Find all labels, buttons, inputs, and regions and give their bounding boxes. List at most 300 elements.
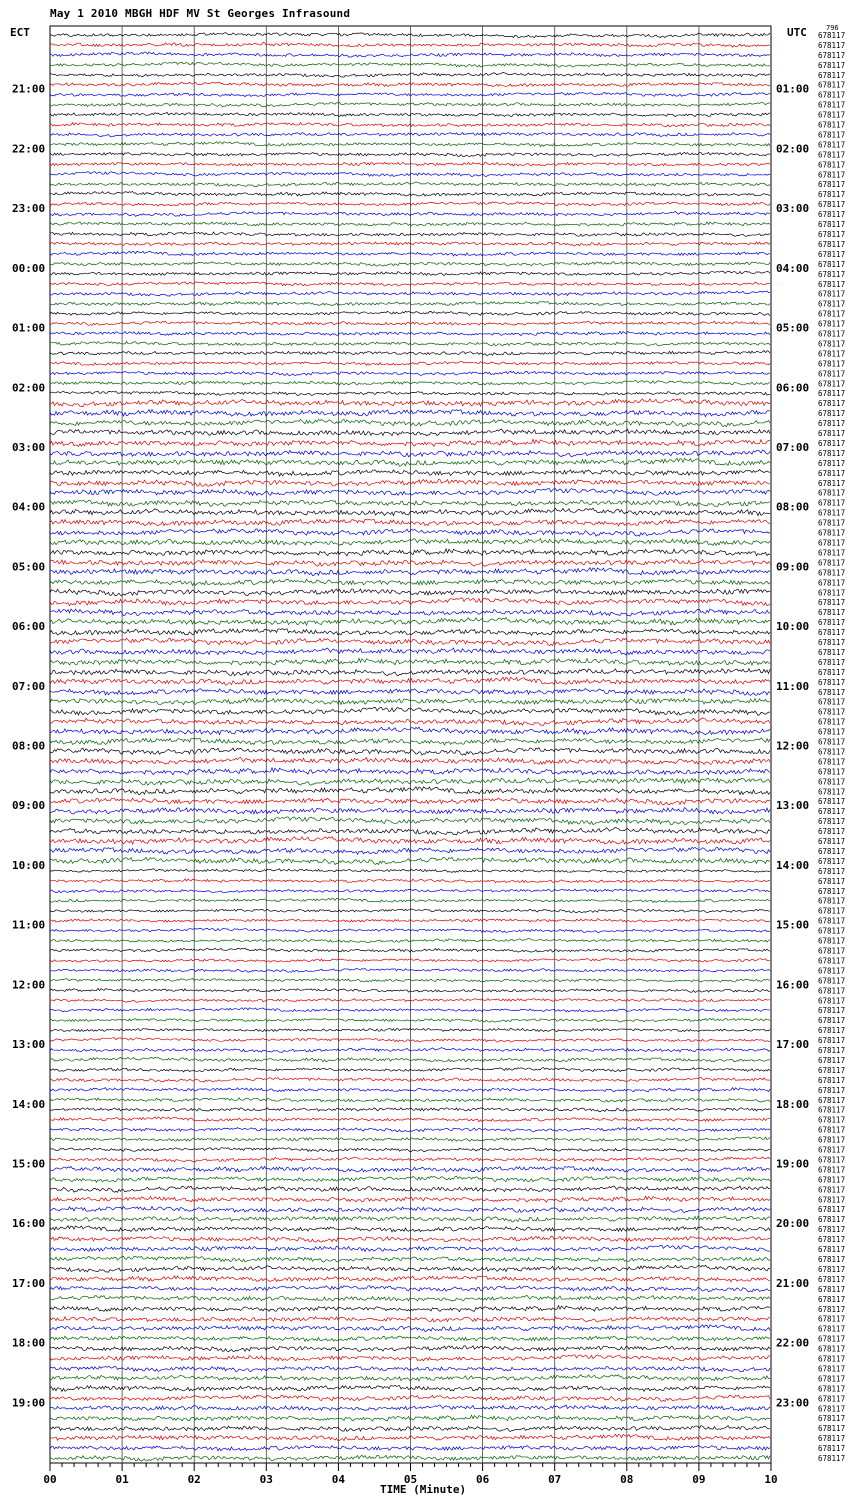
seismic-trace bbox=[50, 948, 770, 952]
seismic-trace bbox=[50, 1008, 770, 1012]
trace-scale-label: 678117 bbox=[818, 797, 846, 807]
seismic-trace bbox=[50, 1148, 770, 1152]
x-tick-label: 07 bbox=[548, 1473, 562, 1486]
right-hour-label: 10:00 bbox=[776, 620, 810, 634]
trace-scale-label: 678117 bbox=[818, 1384, 846, 1394]
trace-scale-label: 678117 bbox=[818, 1235, 846, 1245]
trace-scale-label: 678117 bbox=[818, 747, 846, 757]
seismic-trace bbox=[50, 488, 770, 495]
seismic-trace bbox=[50, 598, 770, 606]
seismic-trace bbox=[50, 1048, 770, 1053]
trace-scale-label: 678117 bbox=[818, 866, 846, 876]
trace-scale-label: 678117 bbox=[818, 1215, 846, 1225]
left-hour-label: 10:00 bbox=[12, 858, 46, 872]
seismic-trace bbox=[50, 172, 770, 177]
seismic-trace bbox=[50, 1226, 770, 1232]
seismic-trace bbox=[50, 869, 770, 873]
trace-scale-label: 678117 bbox=[818, 1225, 846, 1235]
seismic-trace bbox=[50, 539, 770, 546]
trace-scale-label: 678117 bbox=[818, 697, 846, 707]
trace-scale-label: 678117 bbox=[818, 757, 846, 767]
seismic-trace bbox=[50, 549, 770, 556]
trace-scale-label: 678117 bbox=[818, 886, 846, 896]
seismic-trace bbox=[50, 1117, 770, 1122]
trace-scale-label: 678117 bbox=[818, 1364, 846, 1374]
seismic-trace bbox=[50, 232, 770, 236]
x-tick-label: 03 bbox=[259, 1473, 273, 1486]
trace-scale-label: 678117 bbox=[818, 538, 846, 548]
seismic-trace bbox=[50, 629, 770, 636]
left-hour-label: 03:00 bbox=[12, 441, 46, 454]
trace-scale-label: 678117 bbox=[818, 1026, 846, 1036]
trace-scale-label: 678117 bbox=[818, 31, 846, 40]
seismic-trace bbox=[50, 999, 770, 1003]
trace-scale-label: 678117 bbox=[818, 60, 846, 70]
seismic-trace bbox=[50, 1028, 770, 1031]
trace-scale-label: 678117 bbox=[818, 707, 846, 717]
left-hour-label: 12:00 bbox=[12, 978, 46, 992]
seismic-trace bbox=[50, 1276, 770, 1282]
trace-scale-label: 678117 bbox=[818, 976, 846, 986]
trace-scale-label: 678117 bbox=[818, 50, 846, 60]
trace-scale-label: 678117 bbox=[818, 110, 846, 120]
seismic-trace bbox=[50, 1098, 770, 1102]
seismic-trace bbox=[50, 768, 770, 775]
trace-scale-label: 678117 bbox=[818, 1324, 846, 1334]
trace-scale-label: 678117 bbox=[818, 1016, 846, 1026]
seismic-trace bbox=[50, 371, 770, 375]
trace-scale-label: 678117 bbox=[818, 1185, 846, 1195]
left-hour-label: 14:00 bbox=[12, 1097, 46, 1111]
seismic-trace bbox=[50, 62, 770, 67]
seismic-trace bbox=[50, 351, 770, 356]
seismic-trace bbox=[50, 519, 770, 526]
seismic-trace bbox=[50, 1434, 770, 1441]
trace-scale-label: 678117 bbox=[818, 220, 846, 230]
seismic-trace bbox=[50, 898, 770, 902]
seismic-trace bbox=[50, 787, 770, 795]
right-hour-label: 01:00 bbox=[776, 82, 810, 96]
right-hour-label: 03:00 bbox=[776, 202, 810, 216]
trace-scale-label: 678117 bbox=[818, 608, 846, 618]
seismic-trace bbox=[50, 778, 770, 785]
trace-scale-label: 678117 bbox=[818, 817, 846, 827]
seismic-trace bbox=[50, 1445, 770, 1451]
seismic-trace bbox=[50, 1295, 770, 1301]
trace-scale-label: 678117 bbox=[818, 856, 846, 866]
trace-scale-label: 678117 bbox=[818, 1424, 846, 1434]
seismic-trace bbox=[50, 698, 770, 704]
seismic-trace bbox=[50, 1336, 770, 1341]
trace-scale-label: 678117 bbox=[818, 598, 846, 608]
trace-scale-label: 678117 bbox=[818, 687, 846, 697]
seismic-trace bbox=[50, 847, 770, 854]
seismic-trace bbox=[50, 978, 770, 982]
seismic-trace bbox=[50, 112, 770, 116]
seismic-trace bbox=[50, 301, 770, 305]
right-hour-label: 08:00 bbox=[776, 500, 810, 514]
seismic-trace bbox=[50, 1206, 770, 1212]
trace-scale-label: 678117 bbox=[818, 429, 846, 438]
seismic-trace bbox=[50, 1366, 770, 1371]
trace-scale-label: 678117 bbox=[818, 230, 846, 239]
right-hour-label: 02:00 bbox=[776, 142, 810, 156]
right-hour-label: 05:00 bbox=[776, 321, 810, 335]
right-hour-label: 17:00 bbox=[776, 1038, 810, 1051]
trace-scale-label: 678117 bbox=[818, 896, 846, 906]
trace-scale-label: 678117 bbox=[818, 448, 846, 458]
trace-scale-label: 678117 bbox=[818, 787, 846, 797]
seismic-trace bbox=[50, 271, 770, 275]
seismic-trace bbox=[50, 919, 770, 922]
seismic-trace bbox=[50, 1355, 770, 1361]
x-tick-label: 09 bbox=[692, 1473, 706, 1486]
seismic-trace bbox=[50, 798, 770, 805]
right-hour-label: 09:00 bbox=[776, 560, 810, 574]
seismic-trace bbox=[50, 470, 770, 477]
trace-scale-label: 678117 bbox=[818, 1334, 846, 1344]
trace-scale-label: 678117 bbox=[818, 259, 846, 269]
seismic-trace bbox=[50, 1415, 770, 1421]
seismic-trace bbox=[50, 191, 770, 196]
seismic-trace bbox=[50, 439, 770, 446]
seismic-trace bbox=[50, 727, 770, 735]
trace-scale-label: 678117 bbox=[818, 1046, 846, 1055]
left-hour-label: 13:00 bbox=[12, 1038, 46, 1051]
right-hour-label: 15:00 bbox=[776, 918, 810, 932]
x-tick-label: 04 bbox=[331, 1473, 346, 1486]
trace-scale-label: 678117 bbox=[818, 956, 846, 966]
trace-scale-label: 678117 bbox=[818, 847, 846, 856]
seismic-trace bbox=[50, 52, 770, 57]
seismic-trace bbox=[50, 1346, 770, 1352]
chart-title: May 1 2010 MBGH HDF MV St Georges Infrasound bbox=[50, 7, 351, 20]
seismic-trace bbox=[50, 500, 770, 506]
right-hour-label: 23:00 bbox=[776, 1396, 810, 1410]
trace-scale-label: 678117 bbox=[818, 399, 846, 409]
seismic-trace bbox=[50, 391, 770, 395]
trace-scale-label: 678117 bbox=[818, 777, 846, 787]
left-hour-label: 01:00 bbox=[12, 321, 46, 335]
trace-scale-label: 678117 bbox=[818, 279, 846, 289]
right-hour-label: 07:00 bbox=[776, 441, 810, 454]
trace-scale-label: 678117 bbox=[818, 1105, 846, 1115]
right-hour-label: 19:00 bbox=[776, 1157, 810, 1171]
trace-scale-label: 678117 bbox=[818, 160, 846, 170]
seismic-trace bbox=[50, 1088, 770, 1092]
trace-scale-label: 678117 bbox=[818, 1075, 846, 1085]
trace-scale-label: 678117 bbox=[818, 1255, 846, 1264]
left-hour-label: 18:00 bbox=[12, 1336, 46, 1350]
trace-scale-label: 678117 bbox=[818, 319, 846, 329]
seismic-trace bbox=[50, 291, 770, 296]
seismic-trace bbox=[50, 72, 770, 77]
trace-scale-label: 678117 bbox=[818, 140, 846, 150]
seismic-trace bbox=[50, 707, 770, 715]
seismic-trace bbox=[50, 92, 770, 96]
trace-scale-label: 678117 bbox=[818, 409, 846, 419]
right-hour-label: 21:00 bbox=[776, 1276, 810, 1290]
seismic-trace bbox=[50, 399, 770, 407]
trace-scale-label: 678117 bbox=[818, 299, 846, 309]
trace-scale-label: 678117 bbox=[818, 936, 846, 946]
right-hour-label: 20:00 bbox=[776, 1217, 810, 1231]
x-tick-label: 00 bbox=[43, 1473, 57, 1486]
trace-scale-label: 678117 bbox=[818, 737, 846, 747]
seismic-trace bbox=[50, 827, 770, 835]
seismic-trace bbox=[50, 669, 770, 676]
trace-scale-label: 678117 bbox=[818, 190, 846, 200]
seismic-trace bbox=[50, 508, 770, 516]
x-tick-label: 06 bbox=[475, 1473, 490, 1486]
left-hour-label: 08:00 bbox=[12, 739, 46, 753]
trace-scale-label: 678117 bbox=[818, 458, 846, 468]
seismic-trace bbox=[50, 1317, 770, 1322]
trace-scale-label: 678117 bbox=[818, 558, 846, 568]
seismic-trace bbox=[50, 33, 770, 38]
trace-scale-label: 678117 bbox=[818, 200, 846, 210]
trace-scale-label: 678117 bbox=[818, 966, 846, 976]
seismic-trace bbox=[50, 529, 770, 536]
seismic-trace bbox=[50, 1128, 770, 1132]
seismic-trace bbox=[50, 1375, 770, 1381]
trace-scale-label: 678117 bbox=[818, 996, 846, 1006]
seismic-trace bbox=[50, 262, 770, 266]
seismic-trace bbox=[50, 142, 770, 147]
trace-scale-label: 678117 bbox=[818, 588, 846, 598]
left-hour-label: 04:00 bbox=[12, 500, 46, 514]
right-hour-label: 11:00 bbox=[776, 679, 810, 693]
trace-scale-label: 678117 bbox=[818, 349, 846, 359]
left-hour-label: 21:00 bbox=[12, 82, 46, 96]
seismic-trace bbox=[50, 589, 770, 596]
seismic-trace bbox=[50, 458, 770, 466]
x-axis-title: TIME (Minute) bbox=[380, 1483, 467, 1496]
left-hour-label: 22:00 bbox=[12, 142, 46, 156]
seismic-trace bbox=[50, 688, 770, 695]
seismic-trace bbox=[50, 1038, 770, 1042]
trace-scale-label: 678117 bbox=[818, 1304, 846, 1314]
trace-scale-label: 678117 bbox=[818, 339, 846, 349]
seismic-trace bbox=[50, 242, 770, 246]
seismic-trace bbox=[50, 1166, 770, 1172]
trace-scale-label: 678117 bbox=[818, 130, 846, 140]
seismic-trace bbox=[50, 341, 770, 345]
left-hour-label: 09:00 bbox=[12, 799, 46, 813]
left-hour-label: 05:00 bbox=[12, 560, 46, 574]
x-tick-label: 02 bbox=[187, 1473, 201, 1486]
trace-scale-label: 678117 bbox=[818, 249, 846, 259]
right-hour-label: 14:00 bbox=[776, 858, 810, 872]
trace-scale-label: 678117 bbox=[818, 170, 846, 180]
seismic-trace bbox=[50, 1395, 770, 1401]
seismic-trace bbox=[50, 1405, 770, 1411]
trace-scale-label: 678117 bbox=[818, 1155, 846, 1165]
left-hour-label: 19:00 bbox=[12, 1396, 46, 1410]
trace-scale-label: 678117 bbox=[818, 1056, 846, 1065]
seismic-trace bbox=[50, 182, 770, 187]
left-timezone-label: ECT bbox=[10, 26, 30, 39]
seismic-trace bbox=[50, 362, 770, 366]
trace-scale-label: 678117 bbox=[818, 1404, 846, 1414]
seismic-trace bbox=[50, 132, 770, 136]
trace-scale-label: 678117 bbox=[818, 1314, 846, 1324]
seismic-trace bbox=[50, 928, 770, 932]
trace-scale-label: 678117 bbox=[818, 180, 846, 190]
trace-scale-label: 678117 bbox=[818, 150, 846, 160]
seismic-trace bbox=[50, 450, 770, 457]
trace-scale-label: 678117 bbox=[818, 1036, 846, 1046]
trace-scale-label: 678117 bbox=[818, 498, 846, 508]
seismic-trace bbox=[50, 1077, 770, 1082]
seismic-trace bbox=[50, 618, 770, 626]
trace-scale-label: 678117 bbox=[818, 568, 846, 578]
seismic-trace bbox=[50, 1455, 770, 1461]
seismic-trace bbox=[50, 123, 770, 127]
trace-scale-label: 678117 bbox=[818, 90, 846, 100]
trace-scale-label: 678117 bbox=[818, 508, 846, 518]
trace-scale-label: 678117 bbox=[818, 1354, 846, 1364]
trace-scale-label: 678117 bbox=[818, 269, 846, 279]
trace-scale-label: 678117 bbox=[818, 389, 846, 399]
seismic-trace bbox=[50, 162, 770, 166]
left-hour-label: 23:00 bbox=[12, 202, 46, 216]
seismic-trace bbox=[50, 1265, 770, 1272]
trace-scale-label: 678117 bbox=[818, 1195, 846, 1205]
seismic-trace bbox=[50, 757, 770, 764]
trace-scale-label: 678117 bbox=[818, 648, 846, 657]
seismic-trace bbox=[50, 102, 770, 107]
trace-scale-label: 678117 bbox=[818, 1284, 846, 1294]
seismic-trace bbox=[50, 738, 770, 745]
seismic-trace bbox=[50, 1157, 770, 1162]
trace-scale-label: 678117 bbox=[818, 628, 846, 638]
trace-scale-label: 678117 bbox=[818, 926, 846, 936]
right-timezone-label: UTC bbox=[787, 26, 807, 39]
x-tick-label: 05 bbox=[403, 1473, 418, 1486]
trace-scale-label: 678117 bbox=[818, 1065, 846, 1075]
trace-scale-label: 678117 bbox=[818, 1135, 846, 1145]
trace-scale-label: 678117 bbox=[818, 289, 846, 299]
trace-scale-label: 678117 bbox=[818, 419, 846, 429]
trace-scale-label: 678117 bbox=[818, 1344, 846, 1354]
seismic-trace bbox=[50, 1306, 770, 1312]
seismic-trace bbox=[50, 1256, 770, 1262]
trace-scale-label: 678117 bbox=[818, 1175, 846, 1185]
left-hour-label: 15:00 bbox=[12, 1157, 46, 1171]
left-hour-label: 06:00 bbox=[12, 620, 46, 634]
right-hour-label: 12:00 bbox=[776, 739, 810, 753]
seismic-trace bbox=[50, 1018, 770, 1022]
seismic-trace bbox=[50, 202, 770, 206]
trace-scale-label: 678117 bbox=[818, 1125, 846, 1135]
trace-scale-label: 678117 bbox=[818, 876, 846, 886]
corner-scale-label: 796 bbox=[826, 24, 839, 32]
trace-scale-label: 678117 bbox=[818, 1006, 846, 1016]
trace-scale-label: 678117 bbox=[818, 618, 846, 628]
seismic-trace bbox=[50, 648, 770, 655]
seismic-trace bbox=[50, 381, 770, 385]
seismic-trace bbox=[50, 410, 770, 417]
seismic-trace bbox=[50, 968, 770, 972]
trace-scale-label: 678117 bbox=[818, 488, 846, 498]
trace-scale-label: 678117 bbox=[818, 767, 846, 777]
seismic-trace bbox=[50, 1057, 770, 1062]
x-tick-label: 01 bbox=[115, 1473, 129, 1486]
trace-scale-label: 678117 bbox=[818, 727, 846, 737]
seismic-trace bbox=[50, 212, 770, 217]
right-hour-label: 18:00 bbox=[776, 1097, 810, 1111]
left-hour-label: 00:00 bbox=[12, 261, 46, 275]
trace-scale-label: 678117 bbox=[818, 120, 846, 130]
x-tick-label: 10 bbox=[764, 1473, 778, 1486]
trace-scale-label: 678117 bbox=[818, 1095, 846, 1105]
trace-scale-label: 678117 bbox=[818, 657, 846, 667]
trace-scale-label: 678117 bbox=[818, 578, 846, 588]
seismic-trace bbox=[50, 958, 770, 962]
trace-scale-label: 678117 bbox=[818, 916, 846, 926]
trace-scale-label: 678117 bbox=[818, 70, 846, 80]
left-hour-label: 02:00 bbox=[12, 381, 46, 395]
seismic-trace bbox=[50, 1137, 770, 1141]
trace-scale-label: 678117 bbox=[818, 1165, 846, 1175]
seismic-trace bbox=[50, 311, 770, 316]
seismic-trace bbox=[50, 559, 770, 566]
trace-scale-label: 678117 bbox=[818, 1414, 846, 1424]
trace-scale-label: 678117 bbox=[818, 946, 846, 956]
seismic-trace bbox=[50, 808, 770, 814]
trace-scale-label: 678117 bbox=[818, 1115, 846, 1125]
trace-scale-label: 678117 bbox=[818, 40, 846, 50]
trace-scale-label: 678117 bbox=[818, 1434, 846, 1444]
seismic-trace bbox=[50, 879, 770, 883]
seismic-trace bbox=[50, 1186, 770, 1192]
trace-scale-label: 678117 bbox=[818, 1394, 846, 1404]
seismic-trace bbox=[50, 1286, 770, 1292]
trace-scale-label: 678117 bbox=[818, 468, 846, 478]
trace-scale-label: 678117 bbox=[818, 309, 846, 319]
seismic-trace bbox=[50, 331, 770, 335]
trace-scale-label: 678117 bbox=[818, 986, 846, 996]
trace-scale-label: 678117 bbox=[818, 837, 846, 846]
seismic-trace bbox=[50, 748, 770, 755]
trace-scale-label: 678117 bbox=[818, 1374, 846, 1384]
seismic-trace bbox=[50, 658, 770, 665]
seismic-trace bbox=[50, 568, 770, 576]
seismic-trace bbox=[50, 1068, 770, 1072]
trace-scale-label: 678117 bbox=[818, 906, 846, 916]
trace-scale-label: 678117 bbox=[818, 100, 846, 110]
right-hour-label: 16:00 bbox=[776, 978, 810, 992]
trace-scale-label: 678117 bbox=[818, 1264, 846, 1274]
trace-scale-label: 678117 bbox=[818, 1444, 846, 1454]
seismic-trace bbox=[50, 909, 770, 913]
trace-scale-label: 678117 bbox=[818, 369, 846, 379]
seismic-trace bbox=[50, 429, 770, 436]
trace-scale-label: 678117 bbox=[818, 80, 846, 90]
trace-scale-label: 678117 bbox=[818, 240, 846, 249]
right-hour-label: 06:00 bbox=[776, 381, 810, 395]
seismic-trace bbox=[50, 1108, 770, 1112]
seismic-trace bbox=[50, 419, 770, 426]
seismic-trace bbox=[50, 82, 770, 87]
trace-scale-label: 678117 bbox=[818, 1274, 846, 1284]
trace-scale-label: 678117 bbox=[818, 1085, 846, 1095]
trace-scale-label: 678117 bbox=[818, 1294, 846, 1304]
seismic-trace bbox=[50, 282, 770, 286]
left-hour-label: 07:00 bbox=[12, 679, 46, 693]
seismic-trace bbox=[50, 480, 770, 487]
